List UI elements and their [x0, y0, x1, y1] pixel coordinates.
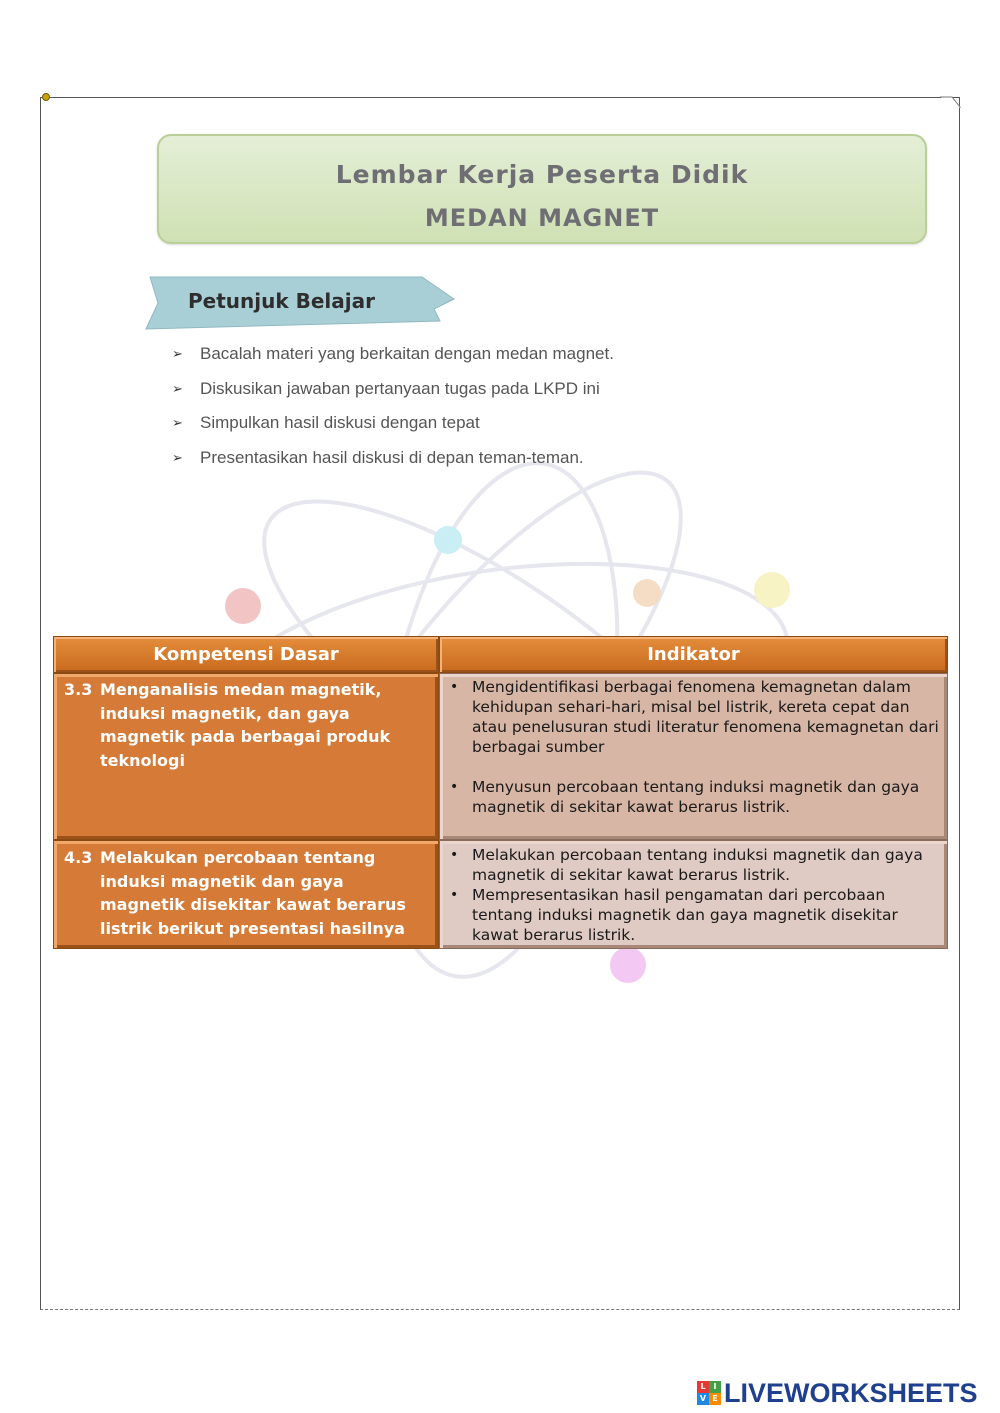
table-row-kd-cell: [53, 840, 439, 949]
brand-name: LIVEWORKSHEETS: [724, 1377, 978, 1408]
indicator-text: Melakukan percobaan tentang induksi magnetik dan gaya magnetik di sekitar kawat berarus listrik.: [472, 846, 923, 884]
bullet: •: [450, 847, 459, 863]
arrow-bullet-icon: ➢: [172, 449, 183, 465]
liveworksheets-logo-icon: L I V E: [697, 1381, 721, 1405]
bullet: •: [450, 779, 459, 795]
kd-number: 4.3: [64, 848, 93, 867]
arrow-bullet-icon: ➢: [172, 346, 183, 361]
table-row-indicator-cell: [439, 840, 948, 949]
title-banner: [157, 134, 927, 244]
column-header-indikator: Indikator: [439, 636, 948, 673]
kd-text: Melakukan percobaan tentang induksi magnetik dan gaya magnetik disekitar kawat berarus listrik berikut presentasi hasilnya: [100, 848, 406, 938]
pin-icon: [42, 93, 50, 101]
column-header-kompetensi: Kompetensi Dasar: [53, 636, 439, 673]
table-row-kd-cell: [53, 673, 439, 840]
page-corner-fold-icon: [940, 96, 961, 108]
indicator-text: Mempresentasikan hasil pengamatan dari percobaan tentang induksi magnetik dan gaya magnetik disekitar kawat berarus listrik.: [472, 886, 898, 944]
indicator-text: Menyusun percobaan tentang induksi magnetik dan gaya magnetik di sekitar kawat berarus listrik.: [472, 778, 920, 816]
bullet: •: [450, 679, 459, 695]
table-row-indicator-cell: [439, 673, 948, 840]
arrow-bullet-icon: ➢: [172, 380, 183, 396]
kd-text: Menganalisis medan magnetik, induksi magnetik, dan gaya magnetik pada berbagai produk teknologi: [100, 680, 391, 770]
competency-table: [53, 636, 948, 949]
arrow-bullet-icon: ➢: [172, 415, 183, 430]
liveworksheets-logo: [697, 1378, 978, 1408]
worksheet-title: Lembar Kerja Peserta Didik: [335, 160, 749, 189]
bullet: •: [450, 887, 459, 903]
instructions-heading: Petunjuk Belajar: [188, 289, 375, 313]
indicator-text: Mengidentifikasi berbagai fenomena kemagnetan dalam kehidupan sehari-hari, misal bel listrik, kereta cepat dan atau penelusuran studi literatur fenomena kemagnetan dari berbagai sumber: [472, 678, 939, 756]
kd-number: 3.3: [64, 680, 93, 699]
worksheet-topic: MEDAN MAGNET: [424, 204, 660, 232]
